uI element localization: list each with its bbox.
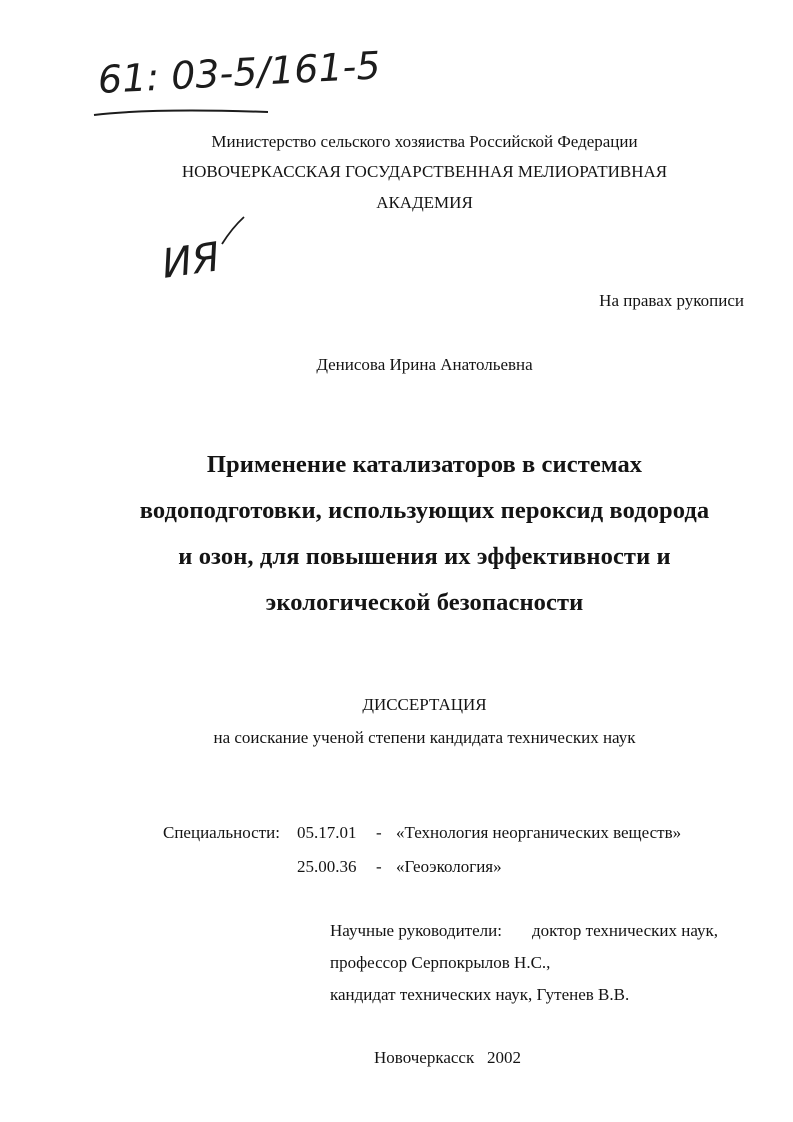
supervisor-line-1: доктор технических наук, bbox=[532, 921, 719, 940]
dissertation-title-line1: Применение катализаторов в системах bbox=[206, 451, 643, 478]
author-name: Денисова Ирина Анатольевна bbox=[316, 355, 533, 374]
supervisors-label: Научные руководители: bbox=[330, 921, 502, 940]
handwritten-mark-stroke bbox=[218, 214, 248, 248]
place-year: Новочеркасск 2002 bbox=[374, 1048, 521, 1067]
dissertation-title-line3: и озон, для повышения их эффективности и bbox=[178, 543, 671, 570]
specialty-code-2: 25.00.36 bbox=[297, 857, 357, 876]
archive-number: 61: 03-5/161-5 bbox=[96, 43, 382, 102]
specialty-name-2: «Геоэкология» bbox=[396, 857, 502, 876]
supervisor-line-3: кандидат технических наук, Гутенев В.В. bbox=[330, 985, 630, 1004]
supervisor-line-2: профессор Серпокрылов Н.С., bbox=[330, 953, 551, 972]
specialty-dash-2: - bbox=[376, 857, 382, 876]
academy-name-line2: АКАДЕМИЯ bbox=[376, 193, 473, 212]
dissertation-title-line2: водоподготовки, использующих пероксид водорода bbox=[139, 497, 710, 524]
specialty-name-1: «Технология неорганических веществ» bbox=[396, 823, 682, 842]
degree-description: на соискание ученой степени кандидата технических наук bbox=[213, 728, 636, 747]
manuscript-rights: На правах рукописи bbox=[599, 291, 744, 310]
document-type: ДИССЕРТАЦИЯ bbox=[362, 695, 487, 714]
academy-name-line1: НОВОЧЕРКАССКАЯ ГОСУДАРСТВЕННАЯ МЕЛИОРАТИВНАЯ bbox=[181, 162, 668, 181]
ministry-name: Министерство сельского хозяиства Российской Федерации bbox=[211, 132, 638, 151]
dissertation-title-line4: экологической безопасности bbox=[265, 589, 584, 616]
specialties-label: Специальности: bbox=[163, 823, 280, 842]
specialty-dash-1: - bbox=[376, 823, 382, 842]
specialty-code-1: 05.17.01 bbox=[297, 823, 357, 842]
handwritten-mark: ИЯ bbox=[159, 234, 223, 288]
archive-number-underline bbox=[92, 106, 272, 120]
